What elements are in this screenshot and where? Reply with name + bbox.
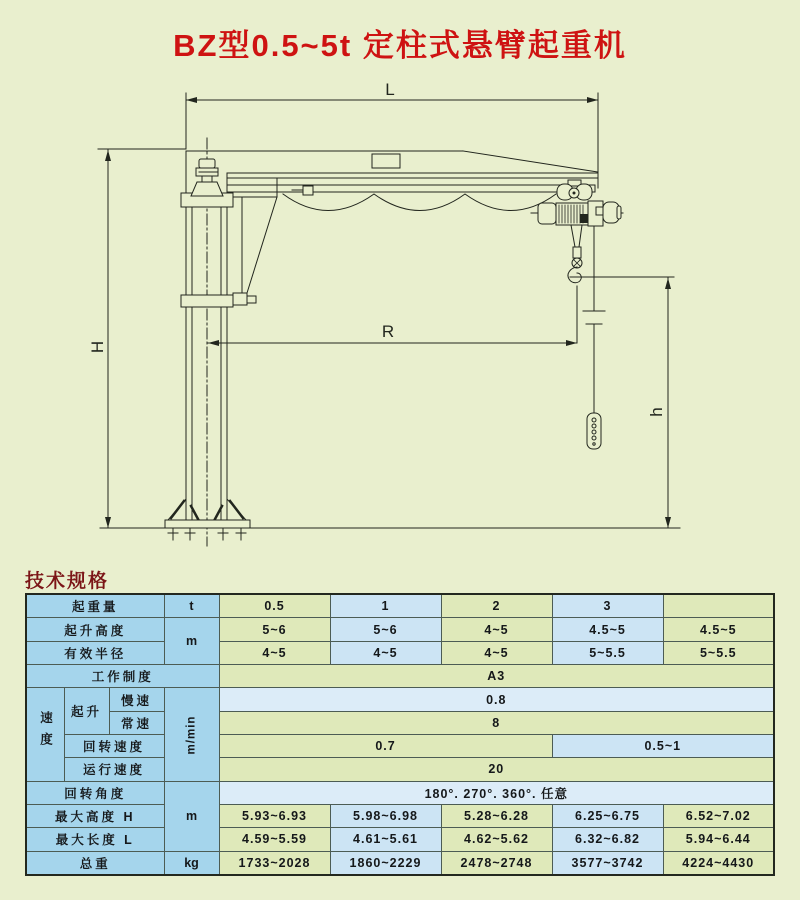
weight-val: 4224~4430 [663,851,774,875]
capacity-unit: t [164,594,219,618]
cable-trolley [303,186,313,195]
lift-height-val: 4~5 [441,618,552,641]
slew-label: 回转速度 [64,734,164,757]
row-speed-normal [26,711,774,734]
radius-label: 有效半径 [26,641,164,664]
capacity-5 [663,594,774,618]
max-height-val: 5.98~6.98 [330,804,441,827]
max-length-val: 6.32~6.82 [552,828,663,851]
row-speed-slew [26,734,774,757]
duty-label: 工作制度 [26,665,219,688]
hoist-left-cap [538,203,556,224]
weight-val: 1860~2229 [330,851,441,875]
max-length-val: 5.94~6.44 [663,828,774,851]
slew-value-left: 0.7 [219,734,552,757]
weight-val: 1733~2028 [219,851,330,875]
boom [186,151,598,192]
lift-height-val: 5~6 [330,618,441,641]
max-length-val: 4.59~5.59 [219,828,330,851]
radius-val: 5~5.5 [552,641,663,664]
row-max-height [26,804,774,827]
row-capacity [26,594,774,618]
row-weight [26,851,774,875]
dimension-R [208,286,577,346]
festoon-cable [283,186,556,211]
dim-label-h: h [647,407,666,417]
max-height-val: 6.52~7.02 [663,804,774,827]
slow-label: 慢速 [109,688,164,711]
capacity-2: 2 [441,594,552,618]
speed-unit: m/min [164,688,219,781]
row-radius [26,641,774,664]
normal-value: 8 [219,711,774,734]
lift-height-val: 4.5~5 [552,618,663,641]
weight-unit: kg [164,851,219,875]
capacity-3: 3 [552,594,663,618]
weight-val: 3577~3742 [552,851,663,875]
max-length-val: 4.61~5.61 [330,828,441,851]
max-length-label: 最大长度 L [26,828,164,851]
max-height-val: 5.28~6.28 [441,804,552,827]
section-title: 技术规格 [25,571,110,592]
max-length-val: 4.62~5.62 [441,828,552,851]
row-max-length [26,828,774,851]
base-plate [165,520,250,528]
radius-val: 4~5 [219,641,330,664]
hoist-label: 起升 [64,688,109,735]
travel-label: 运行速度 [64,758,164,781]
row-speed-travel [26,758,774,781]
radius-val: 5~5.5 [663,641,774,664]
lift-height-val: 4.5~5 [663,618,774,641]
angle-value: 180°. 270°. 360°. 任意 [219,781,774,804]
meters-unit: m [164,618,219,665]
row-duty [26,665,774,688]
dim-label-L: L [385,80,395,99]
row-angle [26,781,774,804]
weight-val: 2478~2748 [441,851,552,875]
dim-label-H: H [88,340,107,354]
dim-label-R: R [381,322,395,341]
angle-label: 回转角度 [26,781,164,804]
boom-panel [372,154,400,168]
row-lift-height [26,618,774,641]
travel-value: 20 [219,758,774,781]
lift-height-val: 5~6 [219,618,330,641]
max-height-val: 6.25~6.75 [552,804,663,827]
hook [568,267,581,283]
slow-value: 0.8 [219,688,774,711]
speed-group-label: 速度 [26,688,64,781]
capacity-label: 起重量 [26,594,164,618]
pendant-control [583,226,605,449]
slew-value-right: 0.5~1 [552,734,774,757]
hoist-trolley [531,180,625,226]
capacity-0.5: 0.5 [219,594,330,618]
max-height-label: 最大高度 H [26,804,164,827]
normal-label: 常速 [109,711,164,734]
slew-motor [191,159,223,196]
radius-val: 4~5 [330,641,441,664]
column-mid-flange [181,295,233,307]
dimension-h [570,277,674,528]
boom-brace [233,178,277,293]
radius-val: 4~5 [441,641,552,664]
row-speed-slow [26,688,774,711]
page-title: BZ型0.5~5t 定柱式悬臂起重机 [173,28,627,63]
duty-value: A3 [219,665,774,688]
dimension-L [186,80,598,188]
angle-hl-unit: m [164,781,219,851]
max-height-val: 5.93~6.93 [219,804,330,827]
capacity-1: 1 [330,594,441,618]
dimension-H [88,149,186,528]
hook-assembly [568,225,582,283]
lift-height-label: 起升高度 [26,618,164,641]
weight-label: 总重 [26,851,164,875]
spec-table [25,593,775,876]
